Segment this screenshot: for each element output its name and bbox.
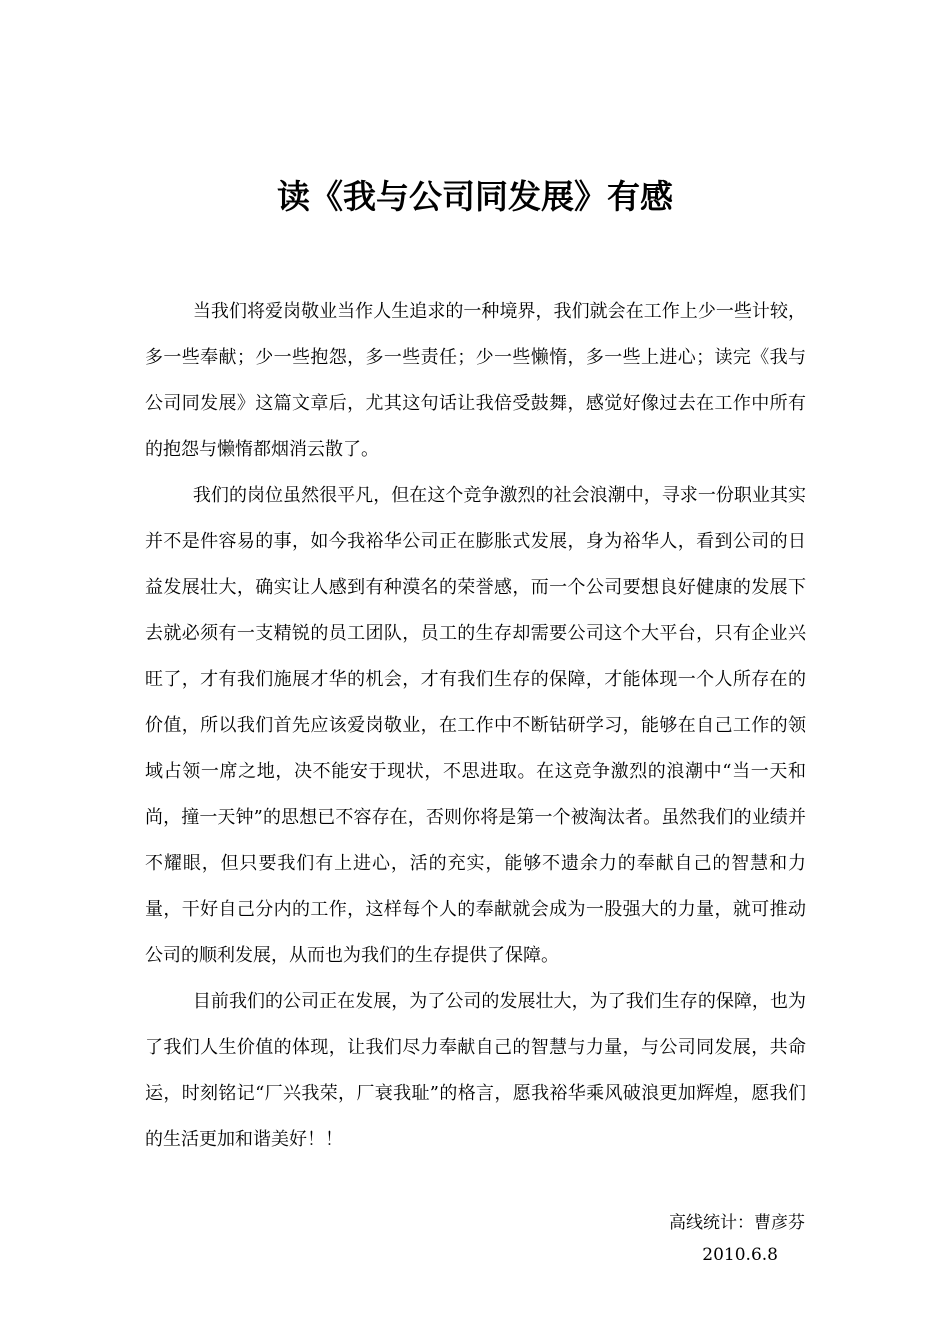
paragraph: 我们的岗位虽然很平凡，但在这个竞争激烈的社会浪潮中，寻求一份职业其实并不是件容易的事，如今我裕华公司正在膨胀式发展，身为裕华人，看到公司的日益发展壮大，确实让人感到有种漠名的荣誉感，而一个公司要想良好健康的发展下去就必须有一支精锐的员工团队，员工的生存却需要公司这个大平台，只有企业兴旺了，才有我们施展才华的机会，才有我们生存的保障，才能体现一个人所存在的价值，所以我们首先应该爱岗敬业，在工作中不断钻研学习，能够在自己工作的领域占领一席之地，决不能安于现状，不思进取。在这竞争激烈的浪潮中“当一天和尚，撞一天钟”的思想已不容存在，否则你将是第一个被淘汰者。虽然我们的业绩并不耀眼，但只要我们有上进心，活的充实，能够不遗余力的奉献自己的智慧和力量，干好自己分内的工作，这样每个人的奉献就会成为一股强大的力量，就可推动公司的顺利发展，从而也为我们的生存提供了保障。: [145, 485, 806, 966]
signature-author: 高线统计：曹彦芬: [669, 1213, 805, 1233]
document-body: [145, 289, 806, 1163]
signature-date: 2010.6.8: [702, 1245, 778, 1265]
paragraph: 目前我们的公司正在发展，为了公司的发展壮大，为了我们生存的保障，也为了我们人生价值的体现，让我们尽力奉献自己的智慧与力量，与公司同发展，共命运，时刻铭记“厂兴我荣，厂衰我耻”的格言，愿我裕华乘风破浪更加辉煌，愿我们的生活更加和谐美好！！: [145, 991, 806, 1150]
paragraph: 当我们将爱岗敬业当作人生追求的一种境界，我们就会在工作上少一些计较，多一些奉献；少一些抱怨，多一些责任；少一些懒惰，多一些上进心；读完《我与公司同发展》这篇文章后，尤其这句话让我倍受鼓舞，感觉好像过去在工作中所有的抱怨与懒惰都烟消云散了。: [145, 301, 806, 460]
document-title: 读《我与公司同发展》有感: [277, 177, 673, 216]
